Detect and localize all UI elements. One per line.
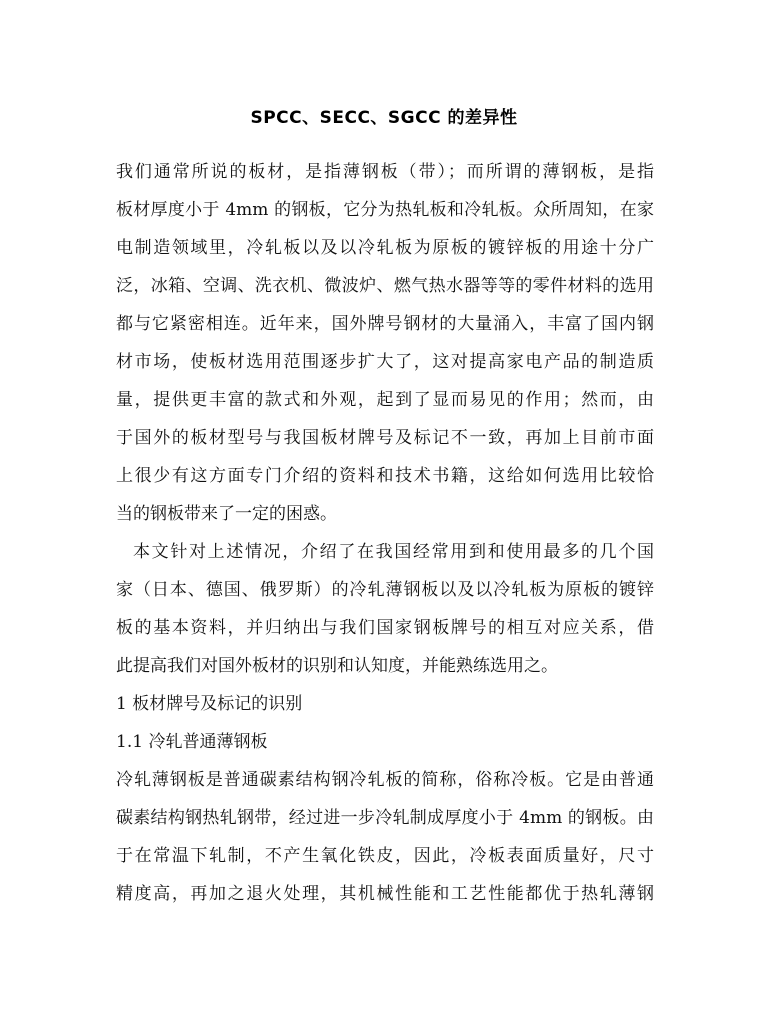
- paragraph-line: 碳素结构钢热轧钢带，经过进一步冷轧制成厚度小于 4mm 的钢板。由: [116, 808, 654, 828]
- section-heading: 1 板材牌号及标记的识别: [116, 694, 303, 714]
- paragraph-line: 上很少有这方面专门介绍的资料和技术书籍，这给如何选用比较恰: [116, 466, 654, 486]
- document-title: SPCC、SECC、SGCC 的差异性: [250, 108, 518, 128]
- paragraph-line: 当的钢板带来了一定的困惑。: [116, 504, 337, 524]
- paragraph-line: 量，提供更丰富的款式和外观，起到了显而易见的作用；然而，由: [116, 390, 654, 410]
- paragraph-line: 冷轧薄钢板是普通碳素结构钢冷轧板的简称，俗称冷板。它是由普通: [116, 770, 654, 790]
- paragraph-line: 泛，冰箱、空调、洗衣机、微波炉、燃气热水器等等的零件材料的选用: [116, 276, 654, 296]
- paragraph-line: 板的基本资料，并归纳出与我们国家钢板牌号的相互对应关系，借: [116, 618, 654, 638]
- paragraph-line: 板材厚度小于 4mm 的钢板，它分为热轧板和冷轧板。众所周知，在家: [116, 200, 654, 220]
- paragraph-line: 于国外的板材型号与我国板材牌号及标记不一致，再加上目前市面: [116, 428, 654, 448]
- paragraph-line: 电制造领域里，冷轧板以及以冷轧板为原板的镀锌板的用途十分广: [116, 238, 654, 258]
- paragraph-line: 家（日本、德国、俄罗斯）的冷轧薄钢板以及以冷轧板为原板的镀锌: [116, 580, 654, 600]
- paragraph-line: 材市场，使板材选用范围逐步扩大了，这对提高家电产品的制造质: [116, 352, 654, 372]
- paragraph-line: 于在常温下轧制，不产生氧化铁皮，因此，冷板表面质量好，尺寸: [116, 846, 654, 866]
- subsection-heading: 1.1 冷轧普通薄钢板: [116, 732, 268, 752]
- paragraph-line: 精度高，再加之退火处理，其机械性能和工艺性能都优于热轧薄钢: [116, 884, 654, 904]
- paragraph-line: 此提高我们对国外板材的识别和认知度，并能熟练选用之。: [116, 656, 558, 676]
- paragraph-line: 本文针对上述情况，介绍了在我国经常用到和使用最多的几个国: [133, 542, 654, 562]
- paragraph-line: 都与它紧密相连。近年来，国外牌号钢材的大量涌入，丰富了国内钢: [116, 314, 654, 334]
- paragraph-line: 我们通常所说的板材，是指薄钢板（带）；而所谓的薄钢板，是指: [116, 162, 654, 182]
